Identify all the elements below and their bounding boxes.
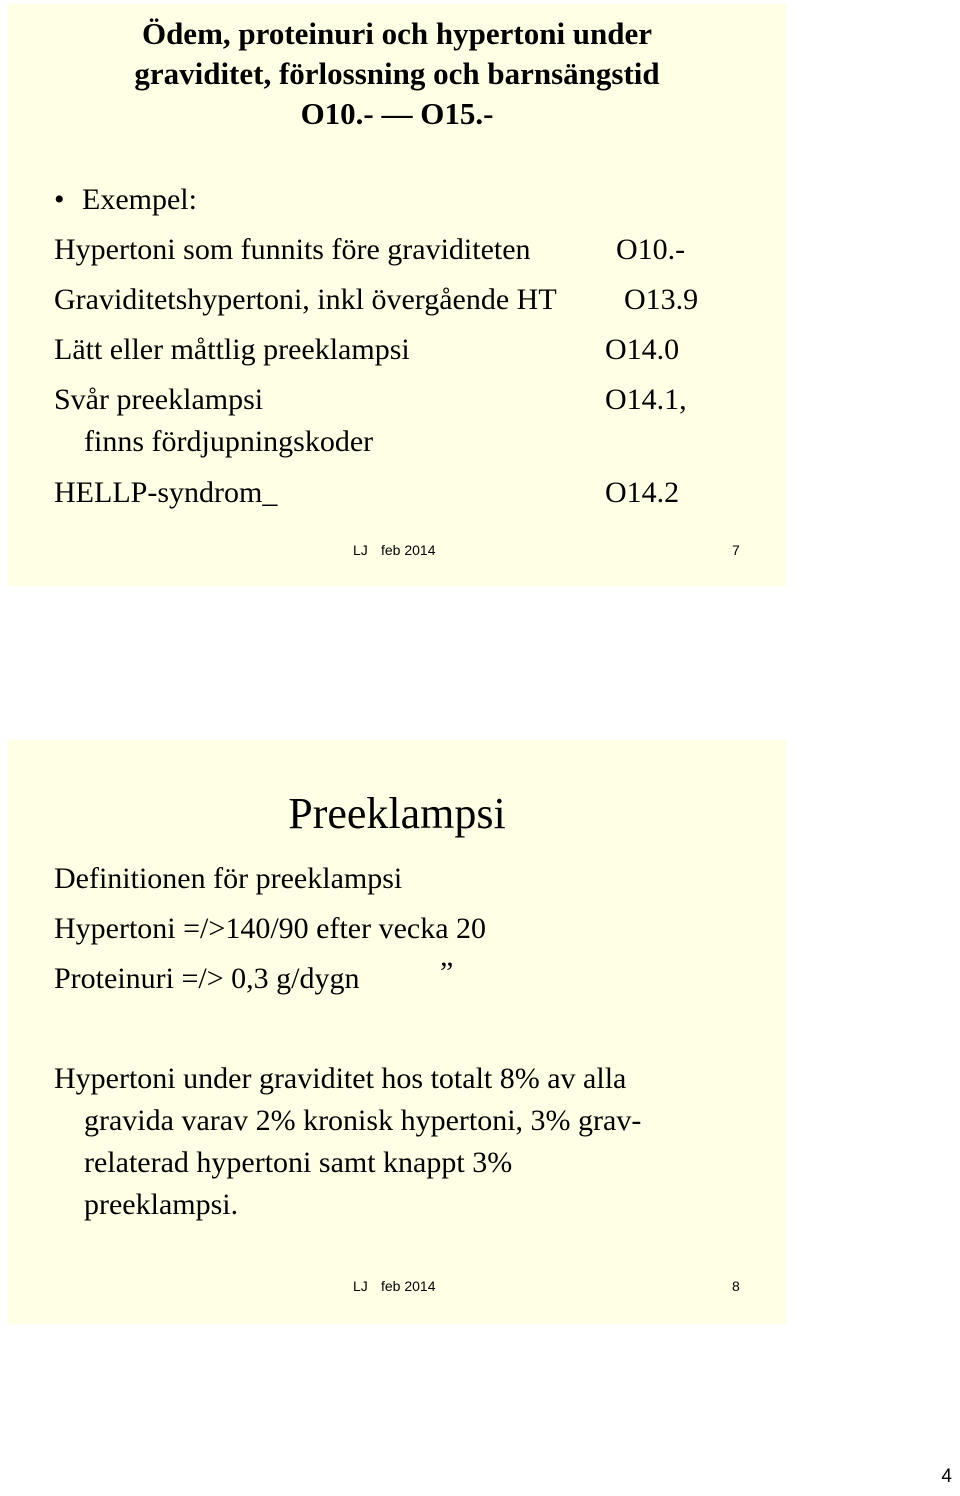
slide-8-title: Preeklampsi <box>288 789 506 838</box>
example-heading <box>54 181 197 219</box>
slide-7-title-line-1: Ödem, proteinuri och hypertoni under <box>141 16 653 51</box>
slide-7-footer-number: 7 <box>732 542 740 558</box>
paragraph-line-1: Hypertoni under graviditet hos totalt 8% av alla <box>54 1062 627 1095</box>
row-code-6: O14.2 <box>605 476 680 509</box>
ditto-mark: ” <box>440 956 454 989</box>
row-code-3: O14.0 <box>605 333 680 366</box>
slide-8-footer-number: 8 <box>732 1278 740 1294</box>
paragraph-line-3: relaterad hypertoni samt knappt 3% <box>84 1146 513 1179</box>
slide-7-title-line-2: graviditet, förlossning och barnsängstid <box>134 56 660 91</box>
bullet-icon: • <box>54 183 65 216</box>
definition-line-1: Definitionen för preeklampsi <box>54 862 403 895</box>
definition-line-3: Proteinuri =/> 0,3 g/dygn <box>54 962 360 995</box>
example-label: Exempel: <box>82 183 197 216</box>
page-number: 4 <box>941 1466 952 1487</box>
row-text-6: HELLP-syndrom_ <box>54 476 278 509</box>
slide-7-footer-date: feb 2014 <box>381 542 436 558</box>
row-text-1: Hypertoni som funnits före graviditeten <box>54 233 531 266</box>
paragraph-line-4: preeklampsi. <box>84 1188 239 1221</box>
slide-8-footer-date: feb 2014 <box>381 1278 436 1294</box>
paragraph-line-2: gravida varav 2% kronisk hypertoni, 3% grav- <box>84 1104 642 1137</box>
slide-7-footer-author: LJ <box>353 542 368 558</box>
row-code-2: O13.9 <box>624 283 699 316</box>
slide-7 <box>8 4 786 586</box>
row-text-5: finns fördjupningskoder <box>84 425 374 458</box>
row-text-4: Svår preeklampsi <box>54 383 264 416</box>
row-code-4: O14.1, <box>605 383 687 416</box>
row-code-1: O10.- <box>616 233 686 266</box>
slide-8 <box>8 740 786 1324</box>
row-text-3: Lätt eller måttlig preeklampsi <box>54 333 410 366</box>
slide-7-title-line-3: O10.- — O15.- <box>300 96 494 131</box>
row-text-2: Graviditetshypertoni, inkl övergående HT <box>54 283 557 316</box>
definition-line-2: Hypertoni =/>140/90 efter vecka 20 <box>54 912 487 945</box>
slide-8-footer-author: LJ <box>353 1278 368 1294</box>
